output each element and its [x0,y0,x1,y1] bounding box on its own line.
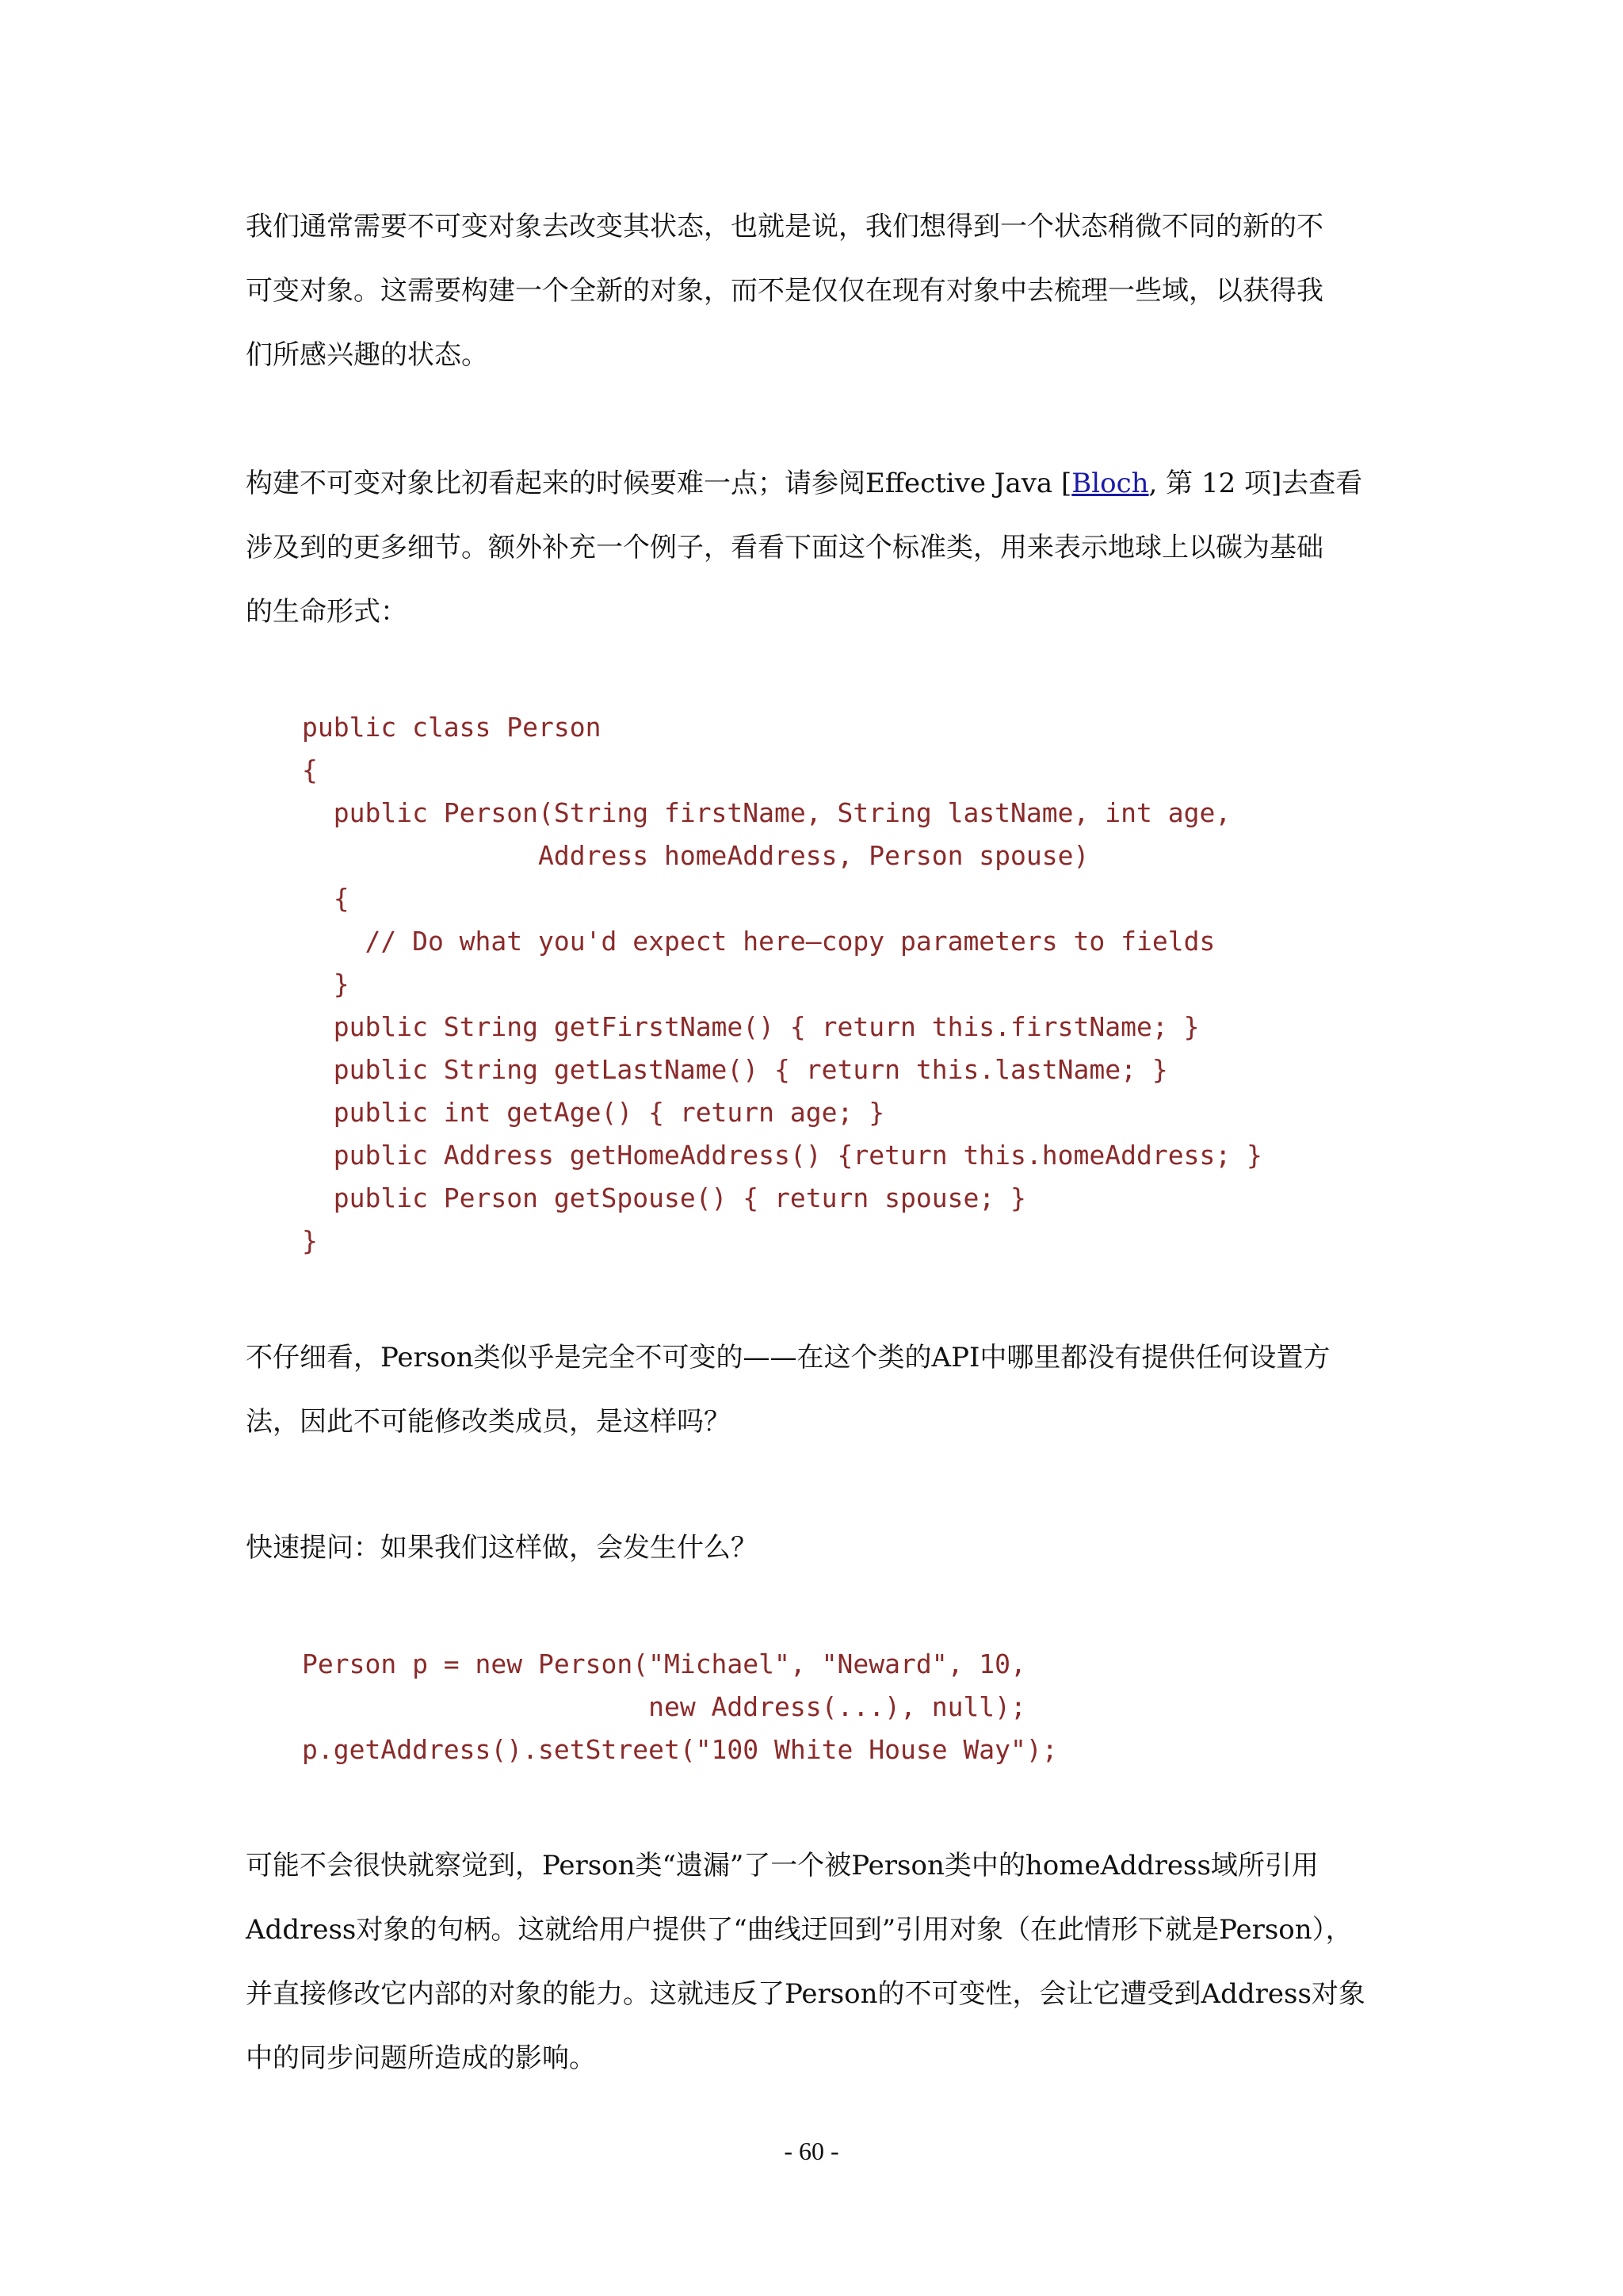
page-number: - 60 - [784,2137,839,2165]
text-line [246,468,1362,499]
text-line: 可能不会很快就察觉到，Person类“遗漏”了一个被Person类中的homeAddress域所引用 [246,1850,1319,1881]
code-line: public String getFirstName() { return this.firstName; } [302,1011,1200,1042]
text-segment: 构建不可变对象比初看起来的时候要难一点；请参阅Effective Java [ [246,468,1072,499]
code-line: p.getAddress().setStreet("100 White House Way"); [302,1734,1058,1765]
text-line: 中的同步问题所造成的影响。 [246,2042,596,2074]
text-line: 的生命形式： [246,596,407,628]
code-line: { [302,883,349,914]
text-line: 们所感兴趣的状态。 [246,339,488,371]
text-line: 涉及到的更多细节。额外补充一个例子，看看下面这个标准类，用来表示地球上以碳为基础 [246,532,1323,563]
code-line: { [302,755,318,785]
code-line: public Person getSpouse() { return spouse; } [302,1182,1026,1213]
code-line: } [302,968,349,999]
code-line: // Do what you'd expect here—copy parameters to fields [302,926,1216,957]
code-line: public Address getHomeAddress() {return this.homeAddress; } [302,1140,1262,1171]
code-line: Person p = new Person("Michael", "Neward", 10, [302,1648,1026,1679]
code-line: public class Person [302,712,601,743]
code-line: } [302,1225,318,1256]
text-segment: , 第 12 项]去查看 [1148,468,1363,499]
text-line: 法，因此不可能修改类成员，是这样吗？ [246,1406,731,1438]
code-line: Address homeAddress, Person spouse) [302,840,1090,871]
text-line: 可变对象。这需要构建一个全新的对象，而不是仅仅在现有对象中去梳理一些域，以获得我 [246,275,1323,307]
text-line: 快速提问：如果我们这样做，会发生什么？ [246,1532,758,1564]
code-line: public int getAge() { return age; } [302,1097,885,1128]
text-line: 不仔细看，Person类似乎是完全不可变的——在这个类的API中哪里都没有提供任何设置方 [246,1342,1331,1373]
text-line: 并直接修改它内部的对象的能力。这就违反了Person的不可变性，会让它遭受到Address对象 [246,1978,1365,2010]
bloch-reference-link[interactable]: Bloch [1071,468,1149,499]
text-line: Address对象的句柄。这就给用户提供了“曲线迂回到”引用对象（在此情形下就是Person）， [246,1914,1353,1946]
text-line: 我们通常需要不可变对象去改变其状态，也就是说，我们想得到一个状态稍微不同的新的不 [246,211,1323,243]
code-line: new Address(...), null); [302,1691,1026,1722]
code-line: public Person(String firstName, String lastName, int age, [302,797,1232,828]
code-line: public String getLastName() { return this.lastName; } [302,1054,1168,1085]
